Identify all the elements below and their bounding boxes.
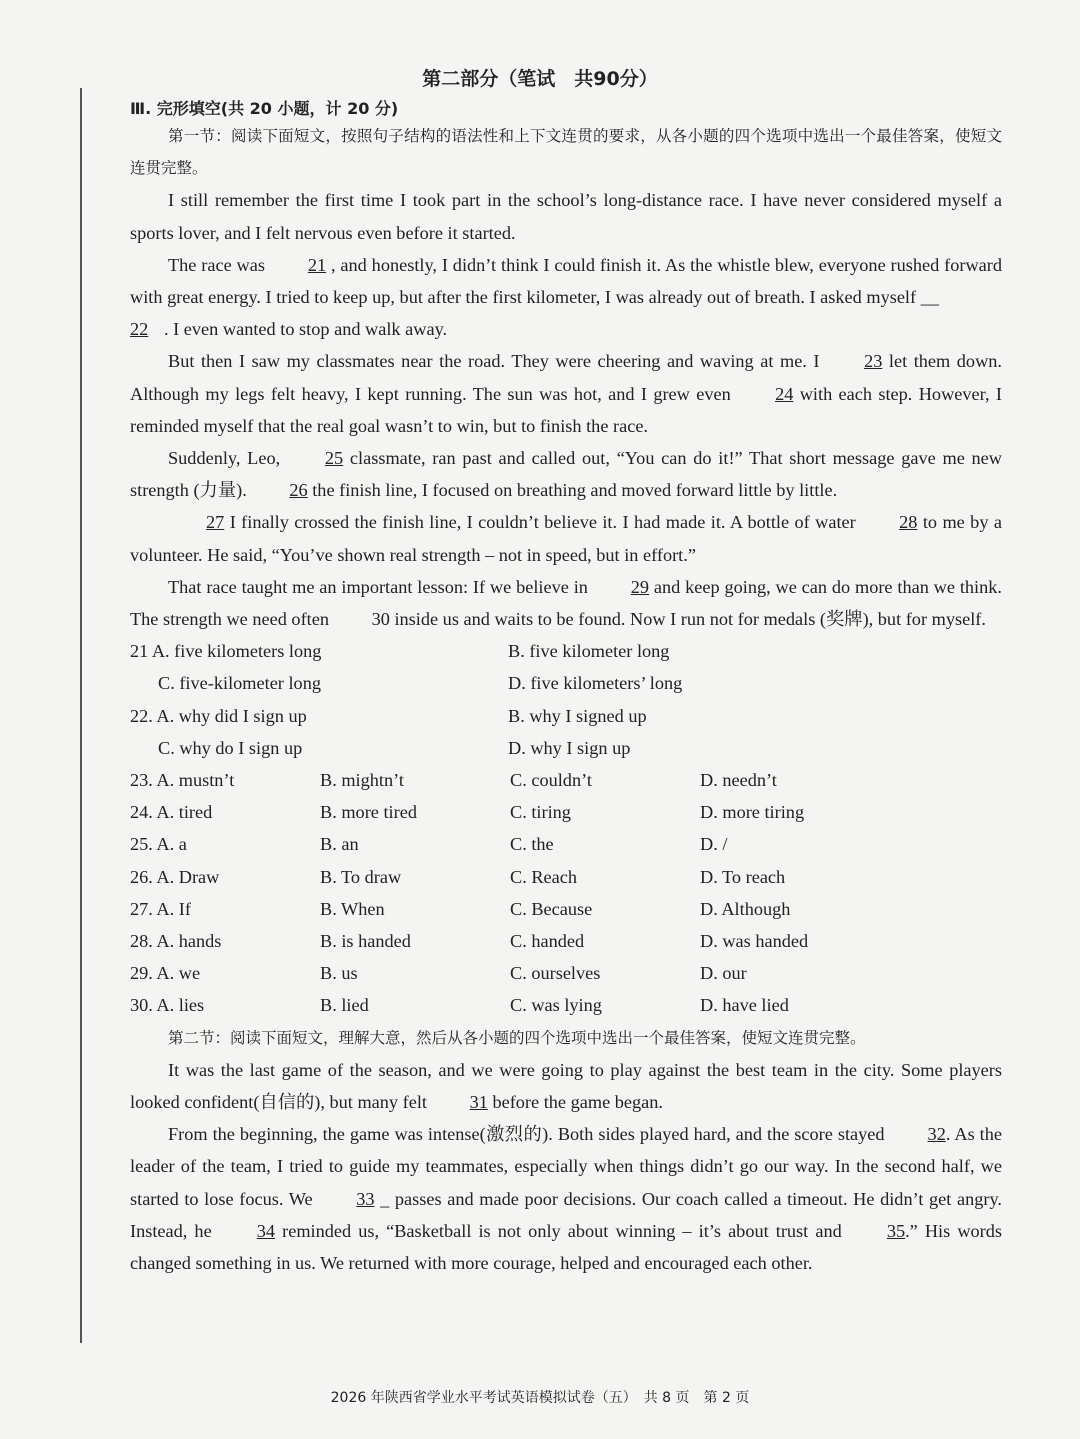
option: C. Reach [510, 866, 578, 887]
passage-text: reminded us, “Basketball is not only about winning – it’s about trust and [282, 1220, 842, 1241]
passage-text: The race was [168, 254, 265, 275]
option-row [130, 861, 1002, 893]
option-row [130, 635, 1002, 667]
option-row [130, 796, 1002, 828]
blank-25: 25 [324, 448, 344, 469]
binding-line [80, 88, 82, 1343]
option: C. tiring [510, 802, 571, 823]
option: D. To reach [700, 866, 786, 887]
passage-text: before the game began. [492, 1091, 663, 1112]
option: 24. A. tired [130, 802, 213, 823]
option-row [130, 989, 1002, 1021]
passage-text: I finally crossed the finish line, I couldn’t believe it. I had made it. A bottle of water [229, 512, 856, 533]
passage1-paragraph-6 [130, 571, 1002, 635]
options-block [130, 635, 1002, 1021]
option-row [130, 667, 1002, 699]
passage-text: and keep going, we can do more than we think. The strength we need often [130, 576, 1002, 630]
passage1-paragraph-2-cont [130, 313, 1002, 345]
passage-text: .” His words changed something in us. We returned with more courage, helped and encouraged each other. [130, 1220, 1003, 1273]
option: D. five kilometers’ long [508, 673, 683, 694]
option: D. was handed [700, 930, 809, 951]
blank-22: 22 [130, 319, 149, 340]
option: B. mightn’t [320, 770, 404, 790]
passage1-paragraph-5 [130, 506, 1002, 570]
option-row [130, 893, 1002, 925]
blank-26: 26 [289, 480, 308, 501]
option: B. more tired [320, 802, 417, 823]
passage2-paragraph-1 [130, 1054, 1002, 1118]
blank-35: 35 [886, 1220, 906, 1241]
blank-34: 34 [256, 1220, 276, 1241]
blank-31: 31 [469, 1091, 488, 1112]
option: 21 A. five kilometers long [130, 641, 322, 662]
blank-30: 30 [371, 609, 390, 630]
blank-21: 21 [307, 254, 327, 275]
option: B. an [320, 834, 359, 855]
option: C. the [510, 834, 554, 855]
option: C. why do I sign up [158, 737, 303, 758]
passage-text: with each step. However, I reminded myself that the real goal wasn’t to win, but to finish the race. [130, 383, 1002, 436]
option: D. needn’t [700, 770, 777, 790]
blank-23: 23 [864, 351, 883, 372]
option: D. our [700, 963, 747, 984]
option: B. five kilometer long [508, 641, 670, 662]
option: C. five-kilometer long [158, 673, 321, 694]
option: 30. A. lies [130, 995, 205, 1016]
blank-27: 27 [206, 512, 225, 533]
option-row [130, 957, 1002, 989]
option: 22. A. why did I sign up [130, 705, 307, 726]
option: C. was lying [510, 995, 602, 1016]
passage-text: inside us and waits to be found. Now I run not for medals (奖牌), but for myself. [394, 609, 986, 630]
option: 27. A. If [130, 898, 191, 919]
option: B. is handed [320, 930, 411, 951]
blank-28: 28 [899, 512, 918, 533]
instruction-section-1: 第一节：阅读下面短文，按照句子结构的语法性和上下文连贯的要求，从各小题的四个选项中选出一个最佳答案，使短文连贯完整。 [130, 127, 1002, 178]
passage-text: . I even wanted to stop and walk away. [164, 319, 448, 340]
passage-text: _ passes and made poor decisions. Our coach called a timeout. He didn’t get angry. Instead, he [130, 1188, 1002, 1241]
option-row [130, 700, 1002, 732]
content [130, 120, 1002, 1279]
option: D. have lied [700, 995, 789, 1016]
passage-text: to me by a volunteer. He said, “You’ve shown real strength – not in speed, but in effort.” [130, 512, 1002, 565]
option: B. us [320, 963, 358, 984]
blank-33: 33 [356, 1188, 375, 1209]
option: 28. A. hands [130, 930, 222, 951]
option: B. why I signed up [508, 705, 647, 726]
page-footer: 2026 年陕西省学业水平考试英语模拟试卷（五） 共 8 页 第 2 页 [330, 1390, 750, 1406]
passage-text: classmate, ran past and called out, “You can do it!” That short message gave me new strength (力量). [130, 448, 1002, 501]
passage-text: , and honestly, I didn’t think I could finish it. As the whistle blew, everyone rushed forward with great energy. I tried to keep up, but after the first kilometer, I was already out of breath. I asked myself [130, 254, 1002, 308]
blank-32: 32 [927, 1124, 946, 1145]
blank-24: 24 [775, 383, 794, 404]
option: C. couldn’t [510, 770, 592, 790]
passage-text: From the beginning, the game was intense(激烈的). Both sides played hard, and the score stayed [168, 1124, 885, 1145]
option: C. handed [510, 930, 585, 951]
passage-text: let them down. Although my legs felt heavy, I kept running. The sun was hot, and I grew even [130, 351, 1002, 404]
passage-text: It was the last game of the season, and we were going to play against the best team in the city. Some players looked confident(自信的), but many felt [130, 1059, 1002, 1112]
blank-29: 29 [630, 576, 650, 597]
option: 25. A. a [130, 834, 187, 855]
option: C. Because [510, 898, 593, 919]
passage-text: That race taught me an important lesson: If we believe in [168, 576, 588, 597]
passage1-paragraph-4 [130, 442, 1002, 506]
passage-text: . As the leader of the team, I tried to guide my teammates, especially when things didn’t go our way. In the second half, we started to lose focus. We [130, 1124, 1002, 1209]
option: D. / [700, 834, 728, 855]
option: D. why I sign up [508, 737, 631, 758]
option-row [130, 732, 1002, 764]
passage-text: __ [920, 287, 939, 308]
option: B. To draw [320, 866, 402, 887]
section-title: Ⅲ. 完形填空(共 20 小题，计 20 分) [130, 99, 399, 118]
option: C. ourselves [510, 963, 601, 984]
passage2-paragraph-2 [130, 1118, 1002, 1279]
option: B. lied [320, 995, 369, 1016]
option: D. more tiring [700, 802, 805, 823]
passage1-paragraph-3 [130, 345, 1002, 442]
instruction-section-2: 第二节：阅读下面短文，理解大意，然后从各小题的四个选项中选出一个最佳答案，使短文连贯完整。 [168, 1028, 866, 1047]
part-title: 第二部分（笔试 共90分） [422, 68, 658, 90]
option: D. Although [700, 898, 791, 919]
option-row [130, 925, 1002, 957]
option: 29. A. we [130, 963, 201, 984]
passage1-paragraph-1: I still remember the first time I took part in the school’s long-distance race. I have never considered myself a sports lover, and I felt nervous even before it started. [130, 190, 1002, 243]
passage-text: But then I saw my classmates near the road. They were cheering and waving at me. I [168, 351, 820, 372]
option-row [130, 764, 1002, 796]
passage-text: Suddenly, Leo, [168, 448, 281, 469]
option: 23. A. mustn’t [130, 770, 235, 790]
passage-text: the finish line, I focused on breathing and moved forward little by little. [312, 480, 838, 501]
option: 26. A. Draw [130, 866, 220, 887]
option-row [130, 828, 1002, 860]
passage1-paragraph-2 [130, 249, 1002, 313]
option: B. When [320, 898, 385, 919]
